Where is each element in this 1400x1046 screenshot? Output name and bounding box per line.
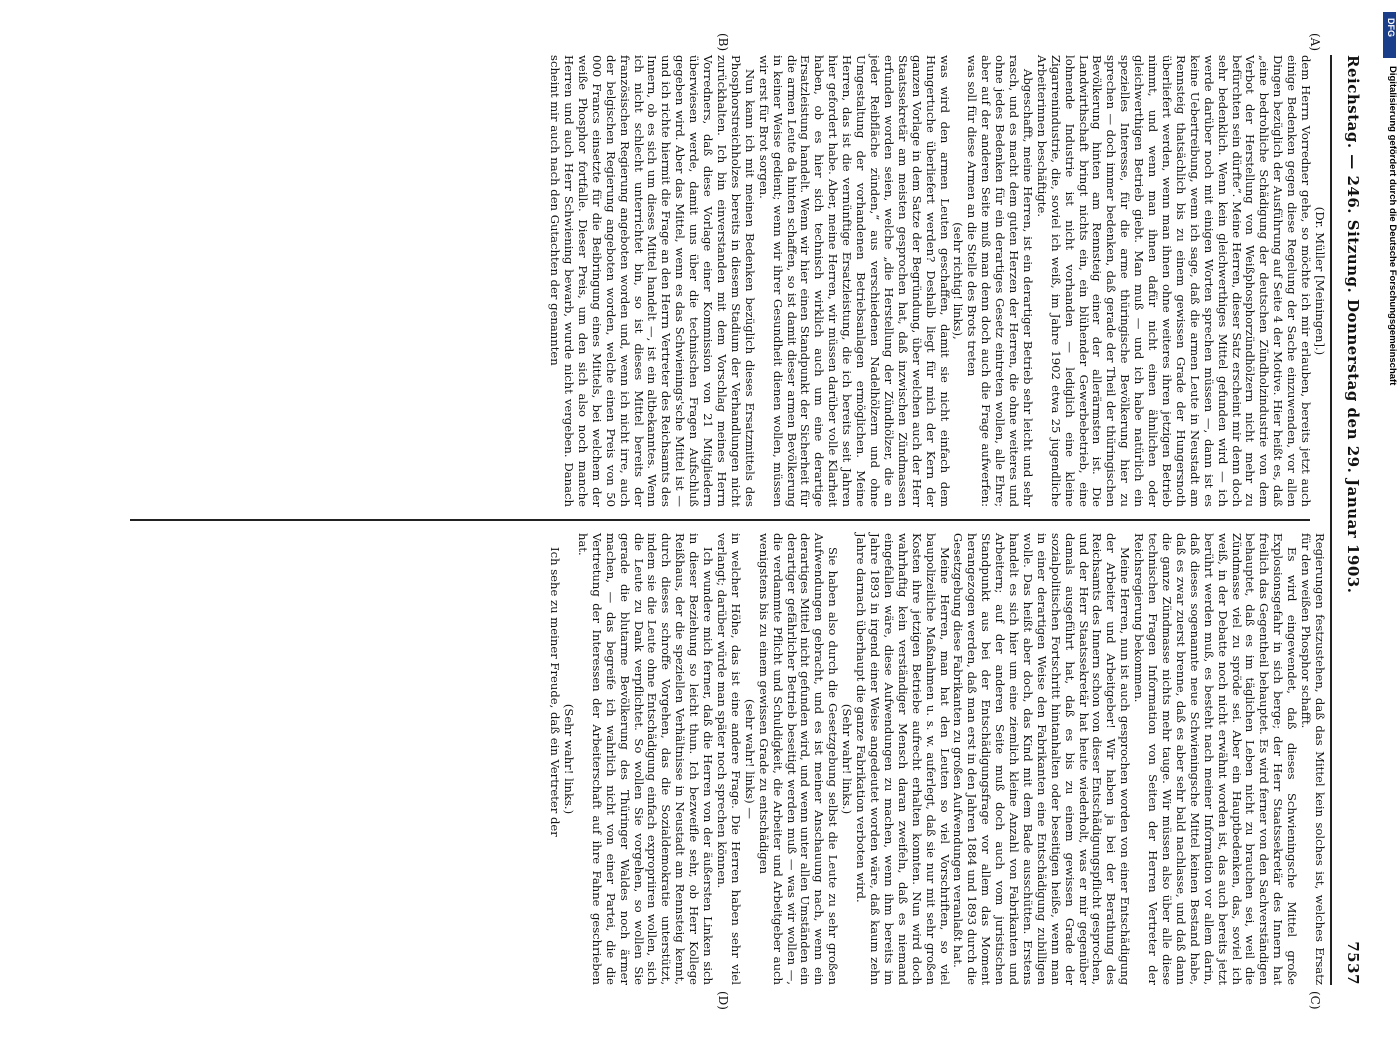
page-header — [1334, 55, 1370, 985]
paragraph: Sie haben also durch die Gesetzgebung selbst die Leute zu sehr großen Aufwendungen gebracht, und es ist meiner Anschauung nach, wenn ein derartiges Mittel nicht gefunden wird, und wenn unter allen Umständen ein derartiger gefährlicher Betrieb beseitigt werden muß — was wir wollen —, die verdammte Pflicht und Schuldigkeit, die Arbeiter und Arbeitgeber auch wenigstens bis zu einem gewissen Grade zu entschädigen — [756, 533, 841, 985]
column-right — [86, 533, 1326, 985]
paragraph: Meine Herren, nun ist auch gesprochen worden von einer Entschädigung der Arbeiter und Arbeitgeber! Wir haben ja bei der Berathung des Reichsamts des Innern schon von dieser Entschädigungspflicht gesprochen, und der Herr Staatssekretär hat heute wiederholt, was er mir gegenüber damals ausgeführt hat, daß es bis zu einem gewissen Grade der sozialpolitischen Fortschritt hintanhalten oder beseitigen heiße, wenn man in einer derartigen Weise den Fabrikanten eine Entschädigung zubilligen wolle. Das heißt aber doch, das Kind mit dem Bade ausschütten. Erstens handelt es sich hier um eine ziemlich kleine Anzahl von Fabrikanten und Arbeitern; auf der anderen Seite muß doch auch vom juristischen Standpunkt aus bei der Entschädigungsfrage vor allem das Moment herangezogen werden, daß man erst in den Jahren 1884 und 1893 durch die Gesetzgebung diese Fabrikanten zu großen Aufwendungen veranlaßt hat. — [951, 533, 1133, 985]
column-left — [86, 55, 1326, 507]
paragraph: Nun kann ich mit meinen Bedenken bezüglich dieses Ersatzmittels des Phosphorstreichholzes bereits in diesem Stadium der Verhandlungen nicht zurückhalten. Ich bin einverstanden mit dem Vorschlag meines Herrn Vorredners, daß diese Vorlage einer Kommission von 21 Mitgliedern überwiesen werde, damit uns über die technischen Fragen Aufschluß gegeben wird. Aber das Mittel, wenn es das Schwienings'sche Mittel ist — und ich richte hiermit die Frage an den Herrn Vertreter des Reichsamts des Innern, ob es sich um dieses Mittel handelt —, ist ein altbekanntes. Wenn ich nicht schlecht unterrichtet bin, so ist dieses Mittel bereits der französischen Regierung angeboten worden und, wenn ich nicht irre, auch der belgischen Regierung angeboten worden, welche einen Preis von 50 000 Francs einsetzte für die Beibringung eines Mittels, bei welchem der weiße Phosphor fortfalle. Dieser Preis, um den sich also noch manche Herren und auch Herr Schwiening bewarb, wurde nicht vergeben. Danach scheint mir auch nach den Gutachten der genannten — [548, 55, 757, 507]
page-number: 7537 — [1344, 941, 1362, 985]
paragraph: Ich sehe zu meiner Freude, daß ein Vertreter der — [548, 547, 563, 837]
paragraph: Ich wundere mich ferner, daß die Herren von der äußersten Linken sich in dieser Beziehung so leicht thun. Ich bezweifle sehr, ob Herr Kollege Reißhaus, der die speziellen Verhältnisse in Neustadt am Rennsteig kennt, durch dieses schroffe Vorgehen, das die Sozialdemokratie unterstützt, indem sie die Leute ohne Entschädigung einfach expropriiren wollen, sich die Leute zu Dank verpflichtet. So wollen Sie vorgehen, so wollen Sie gerade die blutarme Bevölkerung des Thüringer Waldes noch ärmer machen, — das begreife ich wahrlich nicht von einer Partei, die die Vertretung der Interessen der Arbeiterschaft auf ihre Fahne geschrieben hat. — [575, 533, 716, 985]
header-rule — [1330, 55, 1332, 985]
interjection: (sehr richtig! links), — [951, 222, 966, 340]
interjection: (sehr wahr! links) — — [742, 699, 757, 819]
rotated-content — [80, 33, 1370, 1010]
interjection: (Sehr wahr! links.) — [562, 703, 577, 815]
dfg-logo — [1383, 12, 1396, 58]
column-divider — [130, 519, 1310, 521]
digitization-credit — [1386, 66, 1400, 1046]
margin-mark-d: (D) — [716, 991, 730, 1010]
interjection: (Sehr wahr! links.) — [840, 703, 855, 815]
speaker-line: (Dr. Müller [Meiningen].) — [1313, 206, 1327, 356]
paragraph: was wird den armen Leuten geschaffen, damit sie nicht einfach dem Hungertuche überliefert werden? Deshalb liegt für mich der Kern der ganzen Vorlage in dem Satze der Begründung, über welchen auch der Herr Staatssekretär am meisten gesprochen hat, daß inzwischen Zündmassen erfunden worden seien, welche „die Herstellung der Zündhölzer, die an jeder Reibfläche zünden,“ aus verschiedenen Nadelhölzern und ohne Umgestaltung der vorhandenen Betriebsanlagen ermöglichen. Meine Herren, das ist die vernünftige Ersatzleistung, die ich bereits seit Jahren hier gefordert habe. Aber, meine Herren, wir müssen darüber volle Klarheit haben, ob es hier sich technisch wirklich auch um eine derartige Ersatzleistung handelt. Wenn wir hier einen Standpunkt der Sicherheit für die armen Leute da hinten schaffen, so ist damit dieser armen Bevölkerung in keiner Weise gedient; wenn wir ihrer Gesundheit dienen wollen, müssen wir erst für Brot sorgen. — [756, 55, 952, 507]
dfg-logo-text: DFG — [1386, 18, 1396, 37]
paragraph: Es wird eingewendet, daß dieses Schwieningsche Mittel große Explosionsgefahr in sich berge; der Herr Staatssekretär des Innern hat freilich das Gegentheil behauptet. Es wird ferner von den Sachverständigen behauptet, daß es im täglichen Leben nicht zu brauchen sei, weil die Zündmasse viel zu spröde sei. Aber ein Hauptbedenken, das, soviel ich weiß, in der Debatte noch nicht erwähnt worden ist, das auch bereits jetzt berührt werden muß, es besteht nach meiner Information vor allem darin, daß dieses sogenannte neue Schwieningsche Mittel keinen Bestand habe, daß es zwar zuerst brenne, daß es aber sehr bald nachlasse, und daß dann die ganze Zündmasse nichts mehr tauge. Wir müssen also über alle diese technischen Fragen Information von Seiten der Herren Vertreter der Reichsregierung bekommen. — [1132, 533, 1300, 985]
paragraph: Regierungen festzustehen, daß das Mittel kein solches ist, welches Ersatz für den weißen Phosphor schafft. — [1299, 533, 1327, 985]
paragraph: Abgeschafft, meine Herren, ist ein derartiger Betrieb sehr leicht und sehr rasch, und es macht dem guten Herzen der Herren, die ohne weiteres und ohne jedes Bedenken für ein derartiges Gesetz eintreten wollen, alle Ehre; aber auf der anderen Seite muß man denn doch auch die Frage aufwerfen: was soll für diese Armen an die Stelle des Brots treten — [965, 55, 1035, 507]
margin-mark-b: (B) — [716, 33, 730, 52]
credit-text: Digitalisierung gefördert durch die Deutsche Forschungsgemeinschaft — [1387, 66, 1398, 386]
header-title: Reichstag. — 246. Sitzung. Donnerstag den 29. Januar 1903. — [1344, 55, 1362, 594]
paragraph: dem Herrn Vorredner gehe, so möchte ich mir erlauben, bereits jetzt auch einige Bedenken gegen diese Regelung der Sache einzuwenden, vor allen Dingen bezüglich der Ausführung auf Seite 4 der Motive. Hier heißt es, daß „eine bedrohliche Schädigung der deutschen Zündholzindustrie von dem Verbot der Herstellung von Weißphosphorzündhölzern nicht mehr zu befürchten sein dürfte“. Meine Herren, dieser Satz erscheint mir denn doch sehr bedenklich. Wenn kein gleichwerthiges Mittel gefunden wird — ich werde darüber noch mit einigen Worten sprechen müssen —, dann ist es keine Uebertreibung, wenn ich sage, daß die armen Leute in Neustadt am Rennsteig thatsächlich bis zu einem gewissen Grade der Hungersnoth überliefert werden, wenn man ihnen ohne weiteres ihren jetzigen Betrieb nimmt, und wenn man ihnen dafür nicht einen ähnlichen oder gleichwerthigen Betrieb giebt. Man muß — und ich habe natürlich ein spezielles Interesse, für die arme thüringische Bevölkerung hier zu sprechen — doch immer bedenken, daß gerade der Theil der thüringischen Bevölkerung hinten am Rennsteig einer der allerärmsten ist. Die Landwirthschaft bringt nichts ein, ein blühender Gewerbebetrieb, eine lohnende Industrie ist nicht vorhanden — lediglich eine kleine Zigarrenindustrie, die, soviel ich weiß, im Jahre 1902 etwa 25 jugendliche Arbeiterinnen beschäftigte. — [1034, 55, 1314, 507]
paragraph: in welcher Höhe, das ist eine andere Frage. Die Herren haben sehr viel verlangt; darüber würde man später noch sprechen können. — [715, 533, 743, 985]
margin-mark-c: (C) — [1308, 991, 1322, 1010]
margin-mark-a: (A) — [1308, 33, 1322, 52]
paragraph: Meine Herren, man hat den Leuten so viel Vorschriften, so viel baupolizeiliche Maßnahmen u. s. w. auferlegt, daß sie nur mit sehr großen Kosten ihre jetzigen Betriebe aufrecht erhalten konnten. Nun wird doch wahrhaftig kein verständiger Mensch daran zweifeln, daß es niemand eingefallen wäre, diese Aufwendungen zu machen, wenn ihm bereits im Jahre 1893 in irgend einer Weise angedeutet worden wäre, daß kaum zehn Jahre darnach überhaupt die ganze Fabrikation verboten wird. — [854, 533, 952, 985]
